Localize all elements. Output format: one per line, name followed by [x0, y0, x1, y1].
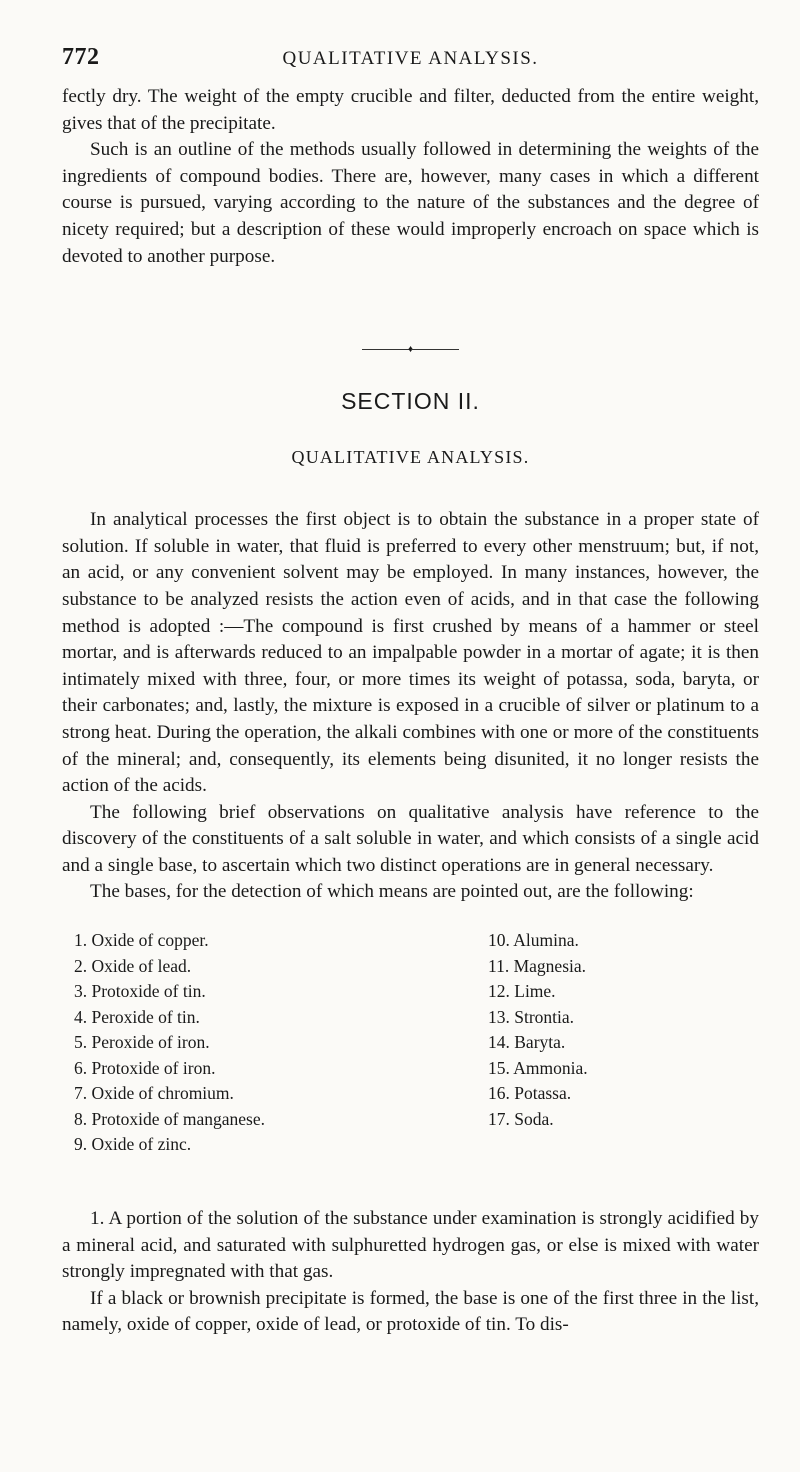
list-item: 11. Magnesia. — [488, 955, 587, 976]
section-ornament — [62, 340, 759, 356]
bases-list — [62, 928, 759, 1196]
list-item: 15. Ammonia. — [488, 1057, 588, 1078]
paragraph-continued: fectly dry. The weight of the empty crucible and filter, deducted from the entire weight, gives that of the precipitate. — [62, 86, 759, 134]
list-item: 9. Oxide of zinc. — [74, 1134, 192, 1155]
list-item: 8. Protoxide of manganese. — [74, 1108, 265, 1129]
list-item: 10. Alumina. — [488, 930, 579, 951]
list-item: 13. Strontia. — [488, 1006, 575, 1027]
section-title: SECTION II. — [341, 388, 480, 415]
page-number: 772 — [62, 44, 100, 70]
list-item: 14. Baryta. — [488, 1032, 566, 1053]
list-item: 12. Lime. — [488, 981, 556, 1002]
list-item: 16. Potassa. — [488, 1083, 572, 1104]
paragraph-bases-intro: The bases, for the detection of which means are pointed out, are the following: — [90, 881, 694, 903]
paragraph-precipitate: If a black or brownish precipitate is formed, the base is one of the first three in the list, namely, oxide of copper, oxide of lead, or protoxide of tin. To dis- — [62, 1287, 759, 1336]
list-item: 1. Oxide of copper. — [74, 930, 209, 951]
ornament-rule-right — [411, 349, 459, 350]
list-item: 3. Protoxide of tin. — [74, 981, 206, 1002]
procedure-section — [62, 1206, 759, 1339]
ornament-rule-left — [362, 349, 410, 350]
paragraph-observations: The following brief observations on qualitative analysis have reference to the discovery of the constituents of a salt soluble in water, and which consists of a single acid and a single base, to ascertain which two distinct operations are in general necessary. — [62, 801, 759, 876]
list-item: 2. Oxide of lead. — [74, 955, 192, 976]
bases-column-left — [74, 928, 265, 1158]
section-subtitle: QUALITATIVE ANALYSIS. — [291, 447, 530, 468]
list-item: 6. Protoxide of iron. — [74, 1057, 216, 1078]
spacer — [62, 475, 759, 507]
list-item: 7. Oxide of chromium. — [74, 1083, 234, 1104]
paragraph-solution: In analytical processes the first object is to obtain the substance in a proper state of solution. If soluble in water, that fluid is preferred to every other menstruum; but, if not, an acid, or any convenient solvent may be employed. In many instances, however, the substance to be analyzed resists the action even of acids, and in that case the following method is adopted :—The compound is first crushed by means of a hammer or steel mortar, and is afterwards reduced to an impalpable powder in a mortar of agate; it is then intimately mixed with three, four, or more times its weight of potassa, soda, baryta, or their carbonates; and, lastly, the mixture is exposed in a crucible of silver or platinum to a strong heat. During the operation, the alkali combines with one or more of the constituents of the mineral; and, consequently, its elements being disunited, it no longer resists the action of the acids. — [62, 509, 759, 797]
list-item: 4. Peroxide of tin. — [74, 1006, 200, 1027]
running-head: QUALITATIVE ANALYSIS. — [282, 48, 539, 69]
list-item: 5. Peroxide of iron. — [74, 1032, 210, 1053]
paragraph-outline: Such is an outline of the methods usually followed in determining the weights of the ingredients of compound bodies. There are, however, many cases in which a different course is pursued, varying according to the nature of the substances and the degree of nicety required; but a description of these would improperly encroach on space which is devoted to another purpose. — [62, 139, 759, 267]
list-item: 17. Soda. — [488, 1108, 554, 1129]
book-page — [62, 44, 759, 1339]
page-header — [62, 44, 759, 84]
diamond-icon: ♦ — [407, 343, 414, 355]
paragraph-step-1: 1. A portion of the solution of the substance under examination is strongly acidified by a mineral acid, and saturated with sulphuretted hydrogen gas, or else is mixed with water strongly impregnated with that gas. — [62, 1208, 759, 1283]
bases-column-right — [488, 928, 588, 1132]
